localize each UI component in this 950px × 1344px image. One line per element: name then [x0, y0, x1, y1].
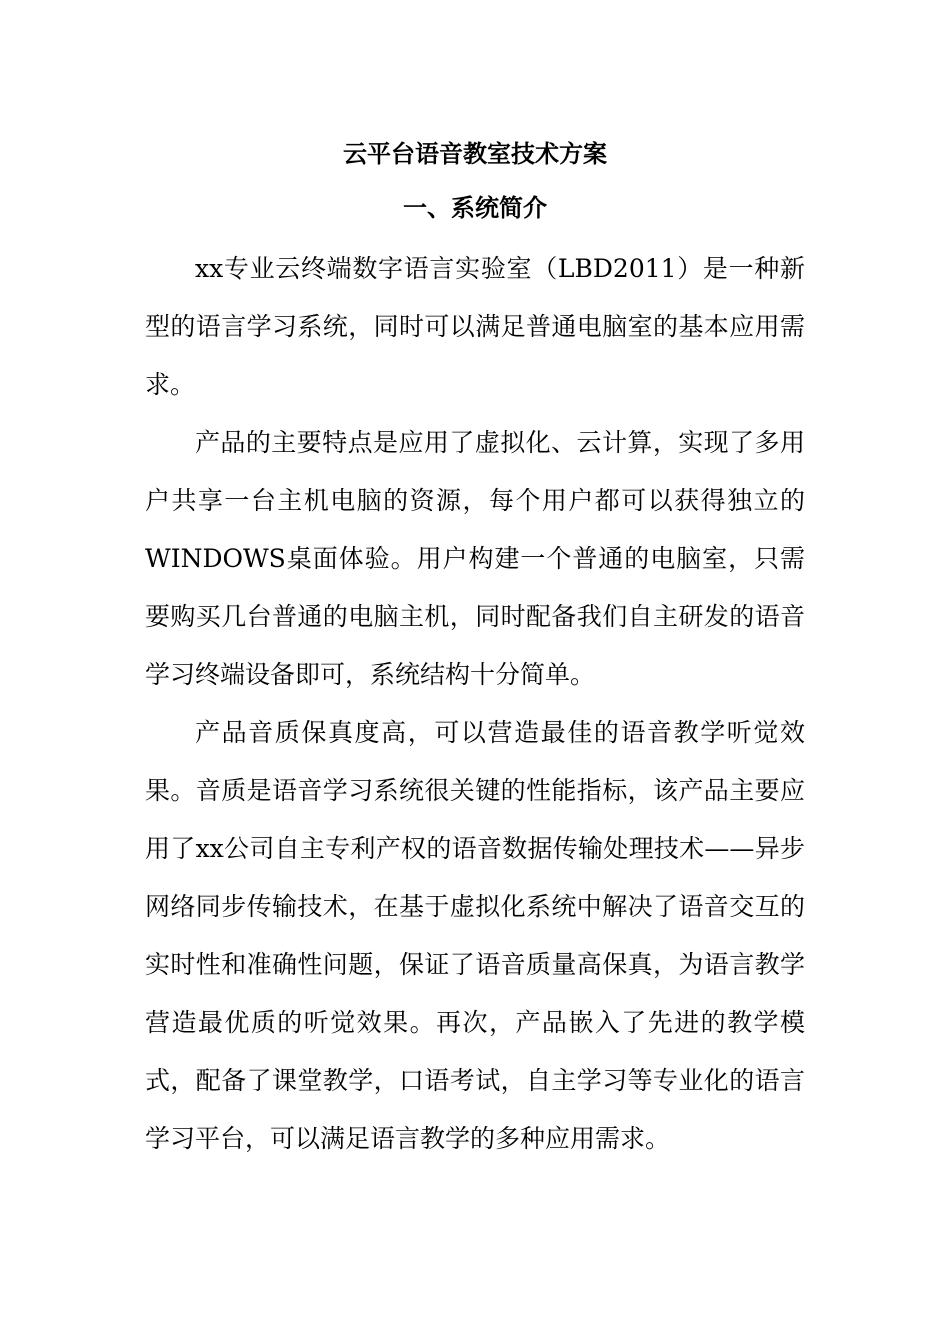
- document-title: 云平台语音教室技术方案: [343, 139, 607, 168]
- paragraph-intro: xx专业云终端数字语言实验室（LBD2011）是一种新型的语言学习系统，同时可以满足普通电脑室的基本应用需求。: [145, 254, 805, 399]
- paragraph-audio-quality: 产品音质保真度高，可以营造最佳的语音教学听觉效果。音质是语音学习系统很关键的性能指标，该产品主要应用了xx公司自主专利产权的语音数据传输处理技术——异步网络同步传输技术，在基于虚拟化系统中解决了语音交互的实时性和准确性问题，保证了语音质量高保真，为语言教学营造最优质的听觉效果。再次，产品嵌入了先进的教学模式，配备了课堂教学，口语考试，自主学习等专业化的语言学习平台，可以满足语言教学的多种应用需求。: [145, 718, 805, 1153]
- section-heading: 一、系统简介: [403, 193, 547, 222]
- paragraph-features: 产品的主要特点是应用了虚拟化、云计算，实现了多用户共享一台主机电脑的资源，每个用户都可以获得独立的WINDOWS桌面体验。用户构建一个普通的电脑室，只需要购买几台普通的电脑主机，同时配备我们自主研发的语音学习终端设备即可，系统结构十分简单。: [145, 428, 805, 689]
- document-body: [145, 240, 805, 1168]
